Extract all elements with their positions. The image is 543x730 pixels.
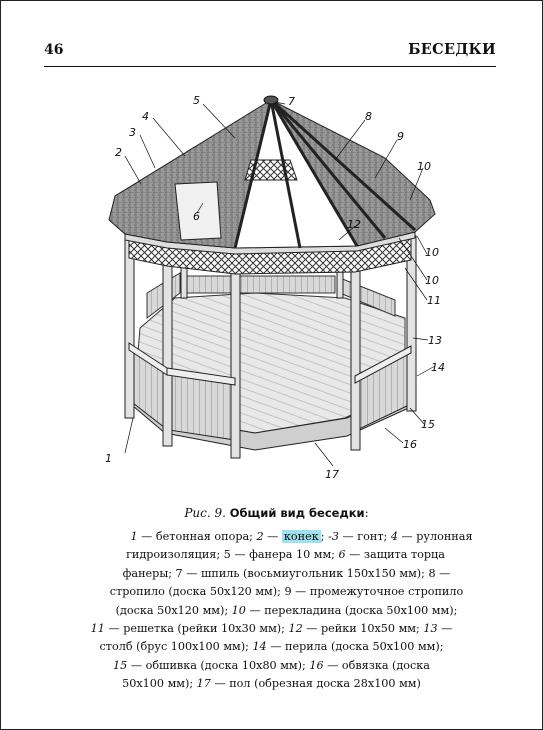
legend-text-3: — гонт;	[338, 530, 391, 543]
legend-num-17: 17	[196, 677, 211, 691]
legend-text-2b: ;	[320, 530, 329, 543]
legend-line-9	[0, 675, 543, 693]
callout-1: 1	[105, 452, 112, 465]
legend-text-2a: —	[263, 530, 282, 543]
legend-text-4b: гидроизоляция; 5 — фанера 10 мм;	[126, 548, 339, 562]
page-number: 46	[44, 42, 64, 58]
callout-3: 3	[129, 126, 136, 139]
figure-legend	[0, 528, 543, 694]
callout-2: 2	[115, 146, 122, 159]
legend-text-11: — решетка (рейки 10х30 мм);	[104, 622, 289, 636]
legend-text-17: — пол (обрезная доска 28х100 мм)	[210, 677, 421, 691]
callout-17: 17	[325, 468, 339, 481]
page-header	[44, 40, 496, 67]
callout-10b: 10	[425, 246, 439, 259]
callout-5: 5	[193, 94, 200, 107]
callout-15: 15	[421, 418, 435, 431]
legend-line-4	[0, 583, 543, 601]
legend-text-12: — рейки 10х50 мм;	[302, 622, 424, 636]
callout-4: 4	[142, 110, 149, 123]
figure-number: Рис. 9.	[184, 506, 226, 520]
legend-num-15: 15	[113, 658, 128, 672]
gazebo-illustration	[85, 88, 465, 483]
figure-caption	[0, 506, 543, 520]
legend-num-13: 13	[423, 622, 438, 636]
highlighted-term: конек	[283, 530, 319, 543]
legend-line-3	[0, 565, 543, 583]
callout-8: 8	[365, 110, 372, 123]
legend-text-8: стропило (доска 50х120 мм); 9 — промежуточное стропило	[109, 585, 464, 599]
legend-num-10: 10	[231, 603, 246, 617]
callout-9: 9	[397, 130, 404, 143]
legend-line-1	[0, 528, 543, 546]
legend-line-7	[0, 638, 543, 656]
callout-14: 14	[431, 361, 445, 374]
legend-text-10: — перекладина (доска 50х100 мм);	[245, 603, 458, 617]
legend-text-16: — обвязка (доска	[323, 658, 430, 672]
callout-16: 16	[403, 438, 417, 451]
legend-line-8	[0, 657, 543, 675]
callout-10c: 10	[425, 274, 439, 287]
legend-text-6a: — защита торца	[345, 548, 445, 562]
legend-text-15: — обшивка (доска 10х80 мм);	[127, 658, 310, 672]
legend-text-13b: столб (брус 100х100 мм);	[99, 640, 253, 654]
callout-7: 7	[288, 95, 295, 108]
legend-num-11: 11	[90, 622, 105, 636]
legend-num-14: 14	[252, 640, 267, 654]
legend-line-6	[0, 620, 543, 638]
legend-text-16b: 50х100 мм);	[122, 677, 197, 691]
legend-num-16: 16	[309, 658, 324, 672]
running-head: БЕСЕДКИ	[408, 41, 496, 58]
callout-6: 6	[193, 210, 200, 223]
legend-num-3: -3	[328, 530, 339, 543]
legend-line-5	[0, 602, 543, 620]
legend-text-1: — бетонная опора;	[137, 530, 257, 543]
legend-line-2	[0, 546, 543, 564]
legend-num-12: 12	[288, 622, 303, 636]
legend-num-6: 6	[338, 548, 346, 562]
callout-11: 11	[427, 294, 441, 307]
figure-title: Общий вид беседки	[229, 506, 365, 520]
legend-text-13a: —	[437, 622, 453, 636]
legend-text-4a: — рулонная	[397, 530, 473, 543]
callout-12: 12	[347, 218, 361, 231]
legend-num-2: 2	[256, 530, 264, 543]
callout-13: 13	[428, 334, 442, 347]
legend-text-14: — перила (доска 50х100 мм);	[266, 640, 444, 654]
callout-10a: 10	[417, 160, 431, 173]
caption-colon: :	[364, 506, 369, 520]
legend-text-9: (доска 50х120 мм);	[115, 603, 232, 617]
legend-text-6b: фанеры; 7 — шпиль (восьмиугольник 150х150 мм); 8 —	[122, 566, 451, 580]
legend-num-1: 1	[130, 530, 138, 543]
legend-num-4: 4	[390, 530, 398, 543]
